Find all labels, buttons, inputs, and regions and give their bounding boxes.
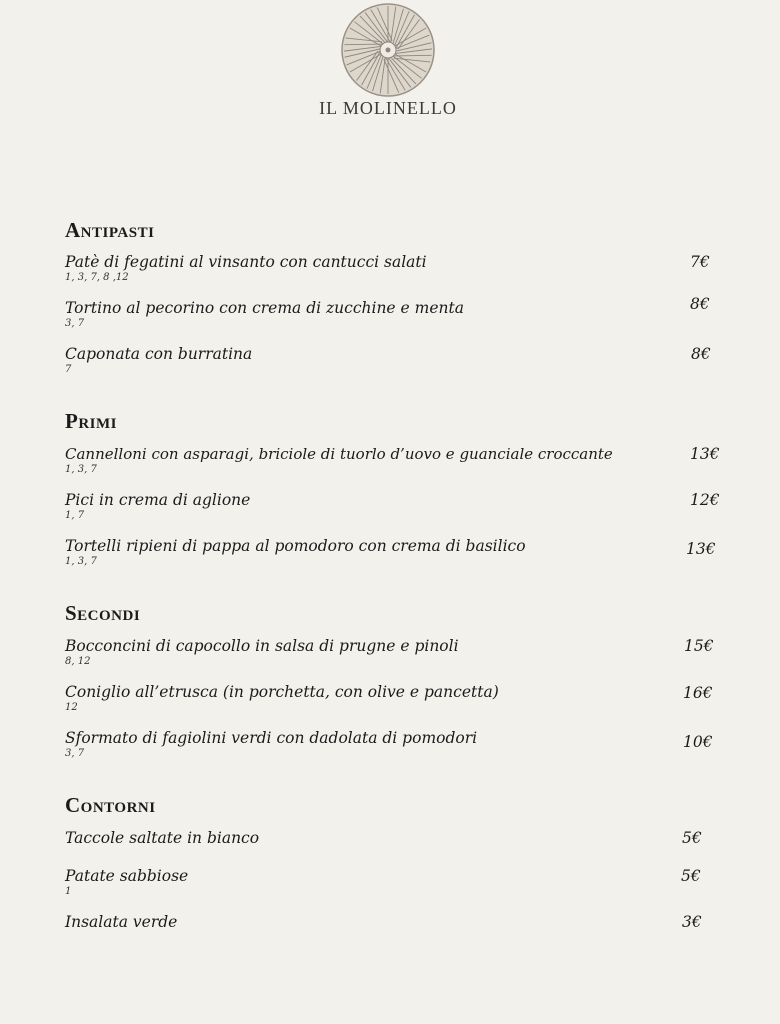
menu-item — [65, 252, 745, 284]
item-name: Tortino al pecorino con crema di zucchine e menta — [65, 299, 464, 317]
item-name: Tortelli ripieni di pappa al pomodoro con crema di basilico — [65, 537, 526, 555]
item-price: 13€ — [686, 540, 716, 558]
menu-item — [65, 295, 745, 330]
menu-item — [65, 682, 745, 714]
item-allergens: 1, 3, 7, 8 ,12 — [65, 272, 129, 283]
item-price: 3€ — [682, 913, 702, 931]
menu-item — [65, 536, 745, 568]
section-title: Secondi — [65, 601, 141, 625]
menu-item — [65, 444, 745, 476]
menu-item — [65, 490, 745, 522]
item-allergens: 1, 3, 7 — [65, 556, 97, 567]
item-name: Taccole saltate in bianco — [65, 829, 260, 847]
item-allergens: 3, 7 — [65, 318, 85, 329]
item-price: 7€ — [690, 253, 710, 271]
menu-item — [65, 344, 745, 376]
section-contorni — [65, 791, 745, 951]
item-price: 12€ — [690, 491, 720, 509]
item-price: 15€ — [684, 637, 714, 655]
item-allergens: 12 — [65, 702, 78, 713]
item-price: 5€ — [682, 829, 702, 847]
menu-item — [65, 728, 745, 760]
item-allergens: 1, 7 — [65, 510, 85, 521]
item-name: Coniglio all’etrusca (in porchetta, con olive e pancetta) — [65, 683, 499, 701]
item-price: 8€ — [691, 345, 711, 363]
item-allergens: 3, 7 — [65, 748, 85, 759]
pinwheel-logo-icon — [340, 2, 436, 98]
section-title: Primi — [65, 409, 117, 433]
item-price: 10€ — [683, 733, 713, 751]
menu-item — [65, 828, 745, 848]
item-allergens: 1 — [65, 886, 72, 897]
item-name: Patè di fegatini al vinsanto con cantucci salati — [65, 253, 427, 271]
item-allergens: 8, 12 — [65, 656, 91, 667]
section-title: Antipasti — [65, 218, 155, 242]
item-name: Bocconcini di capocollo in salsa di prugne e pinoli — [65, 637, 459, 655]
item-price: 5€ — [681, 867, 701, 885]
section-secondi — [65, 599, 745, 769]
section-title: Contorni — [65, 793, 156, 817]
item-allergens: 1, 3, 7 — [65, 464, 97, 475]
item-name: Cannelloni con asparagi, briciole di tuorlo d’uovo e guanciale croccante — [65, 445, 613, 463]
menu-item — [65, 866, 745, 898]
item-name: Caponata con burratina — [65, 345, 253, 363]
item-price: 13€ — [690, 445, 720, 463]
menu-item — [65, 636, 745, 668]
item-name: Patate sabbiose — [65, 867, 189, 885]
item-name: Pici in crema di aglione — [65, 491, 251, 509]
item-price: 16€ — [683, 684, 713, 702]
item-price: 8€ — [690, 295, 710, 313]
section-antipasti — [65, 216, 745, 386]
item-name: Insalata verde — [65, 913, 178, 931]
brand-name: IL MOLINELLO — [319, 98, 457, 118]
menu-item — [65, 912, 745, 932]
item-name: Sformato di fagiolini verdi con dadolata di pomodori — [65, 729, 478, 747]
section-primi — [65, 407, 745, 577]
item-allergens: 7 — [65, 364, 72, 375]
